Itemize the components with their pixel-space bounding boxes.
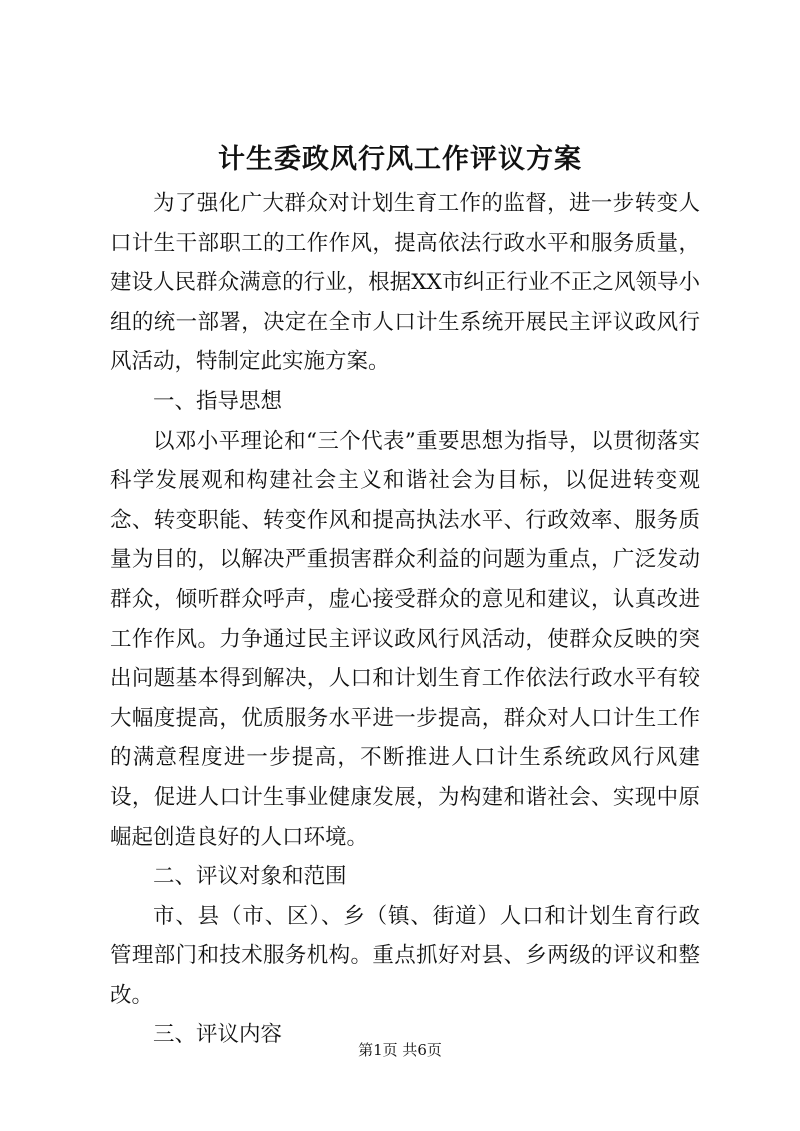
document-title: 计生委政风行风工作评议方案 (218, 144, 582, 175)
guiding-ideology-paragraph: 以邓小平理论和“三个代表”重要思想为指导，以贯彻落实科学发展观和构建社会主义和谐社会为目标，以促进转变观念、转变职能、转变作风和提高执法水平、行政效率、服务质量为目的，以解决严重损害群众利益的问题为重点，广泛发动群众，倾听群众呼声，虚心接受群众的意见和建议，认真改进工作作风。力争通过民主评议政风行风活动，使群众反映的突出问题基本得到解决，人口和计划生育工作依法行政水平有较大幅度提高，优质服务水平进一步提高，群众对人口计生工作的满意程度进一步提高，不断推进人口计生系统政风行风建设，促进人口计生事业健康发展，为构建和谐社会、实现中原崛起创造良好的人口环境。 (110, 428, 700, 850)
section-heading-content: 三、评议内容 (153, 1022, 283, 1048)
section-heading-scope: 二、评议对象和范围 (153, 864, 347, 890)
intro-paragraph: 为了强化广大群众对计划生育工作的监督，进一步转变人口计生干部职工的工作作风，提高依法行政水平和服务质量，建设人民群众满意的行业，根据XX市纠正行业不正之风领导小组的统一部署，决定在全市人口计生系统开展民主评议政风行风活动，特制定此实施方案。 (110, 191, 700, 375)
section-heading-guiding-ideology: 一、指导思想 (153, 388, 283, 414)
document-body (110, 184, 700, 1055)
scope-paragraph: 市、县（市、区）、乡（镇、街道）人口和计划生育行政管理部门和技术服务机构。重点抓好对县、乡两级的评议和整改。 (110, 903, 700, 1008)
page-number-footer: 第1页 共6页 (358, 1041, 442, 1059)
